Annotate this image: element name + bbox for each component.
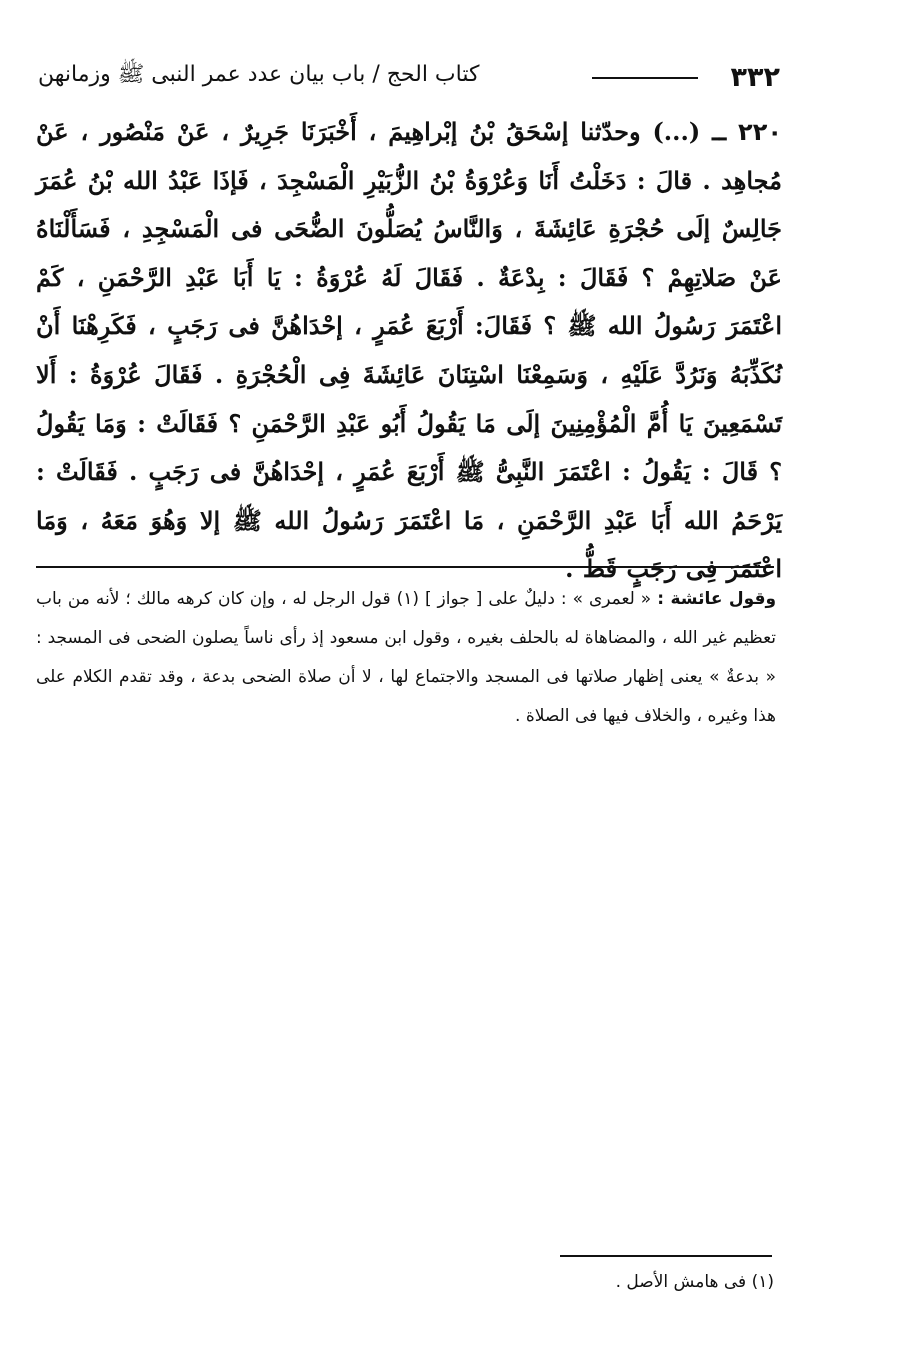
- header-rule: [592, 77, 698, 79]
- commentary-body: « لعمرى » : دليلٌ على [ جواز ] (١) قول الرجل له ، وإن كان كرهه مالك ؛ لأنه من باب تعظيم غير الله ، والمضاهاة له بالحلف بغيره ، وقول ابن مسعود إذ رأى ناساً يصلون الضحى فى المسجد : « بدعةٌ » يعنى إظهار صلاتها فى المسجد والاجتماع لها ، لا أن صلاة الضحى بدعة ، وقد تقدم الكلام على هذا وغيره ، والخلاف فيها فى الصلاة .: [36, 589, 776, 726]
- page-number: ٣٣٢: [730, 62, 780, 93]
- hadith-text: [36, 108, 782, 594]
- footnote-rule: [560, 1255, 772, 1257]
- page-header: [38, 54, 780, 98]
- commentary-lead: وقول عائشة :: [657, 589, 777, 609]
- commentary-rule: [36, 566, 774, 568]
- footnote: (١) فى هامش الأصل .: [615, 1272, 774, 1292]
- running-title: كتاب الحج / باب بيان عدد عمر النبى ﷺ وزمانهن: [38, 62, 480, 87]
- hadith-number: ٢٢٠: [738, 118, 782, 146]
- commentary: [36, 580, 776, 736]
- hadith-body: ــ (...) وحدّثنا إسْحَقُ بْنُ إبْراهِيمَ ، أَخْبَرَنَا جَرِيرٌ ، عَنْ مَنْصُور ، عَنْ مُجاهِد . قالَ : دَخَلْتُ أَنَا وَعُرْوَةُ بْنُ الزُّبَيْرِ الْمَسْجِدَ ، فَإذَا عَبْدُ الله بْنُ عُمَرَ جَالِسٌ إلَى حُجْرَةِ عَائِشَةَ ، وَالنَّاسُ يُصَلُّونَ الضُّحَى فى الْمَسْجِدِ ، فَسَأَلْنَاهُ عَنْ صَلاتِهِمْ ؟ فَقَالَ : بِدْعَةٌ . فَقَالَ لَهُ عُرْوَةُ : يَا أَبَا عَبْدِ الرَّحْمَنِ ، كَمْ اعْتَمَرَ رَسُولُ الله ﷺ ؟ فَقَالَ: أَرْبَعَ عُمَرٍ ، إحْدَاهُنَّ فى رَجَبٍ ، فَكَرِهْنَا أَنْ نُكَذِّبَهُ وَنَرُدَّ عَلَيْهِ ، وَسَمِعْنَا اسْتِنَانَ عَائِشَةَ فِى الْحُجْرَةِ . فَقَالَ عُرْوَةُ : أَلا تَسْمَعِينَ يَا أُمَّ الْمُؤْمِنِينَ إلَى مَا يَقُولُ أَبُو عَبْدِ الرَّحْمَنِ ؟ فَقَالَتْ : وَمَا يَقُولُ ؟ قَالَ : يَقُولُ : اعْتَمَرَ النَّبِىُّ ﷺ أَرْبَعَ عُمَرٍ ، إحْدَاهُنَّ فى رَجَبٍ . فَقَالَتْ : يَرْحَمُ الله أَبَا عَبْدِ الرَّحْمَنِ ، مَا اعْتَمَرَ رَسُولُ الله ﷺ إلا وَهُوَ مَعَهُ ، وَمَا اعْتَمَرَ فِى رَجَبٍ قَطُّ .: [36, 117, 783, 584]
